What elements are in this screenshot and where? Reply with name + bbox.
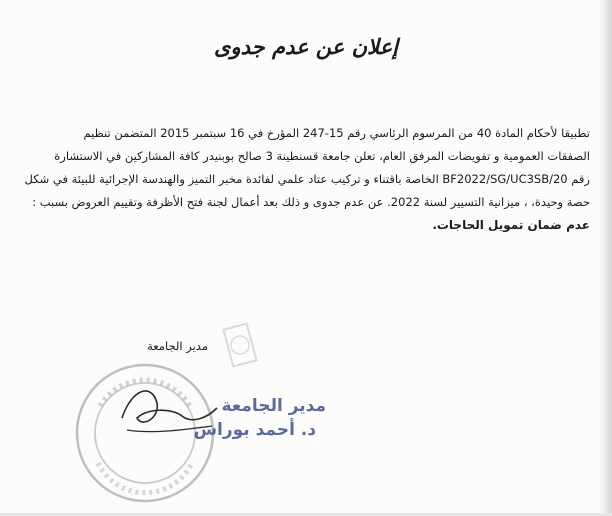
document-title: إعلان عن عدم جدوى	[214, 34, 398, 59]
page-edge-shadow	[598, 0, 612, 516]
paragraph-line: حصة وحيدة، ، ميزانية التسيير لسنة 2022. عن عدم جدوى و ذلك بعد أعمال لجنة فتح الأظرفة وتقييم العروض بسبب :	[32, 195, 590, 209]
director-stamp	[176, 392, 326, 452]
closing-line: عدم ضمان تمويل الحاجات.	[432, 218, 590, 232]
paragraph-line: الصفقات العمومية و تفويضات المرفق العام، تعلن جامعة قسنطينة 3 صالح بوبنيدر كافة المشاركين في الاستشارة	[54, 149, 590, 163]
announcement-body	[18, 122, 590, 237]
stamp-title: مدير الجامعة	[221, 396, 326, 416]
signature-title: مدير الجامعة	[147, 339, 208, 353]
paragraph-line: تطبيقا لأحكام المادة 40 من المرسوم الرئاسي رقم 15-247 المؤرخ في 16 سبتمبر 2015 المتضمن تنظيم	[83, 126, 590, 140]
paragraph-line: رقم BF2022/SG/UC3SB/20 الخاصة باقتناء و تركيب عتاد علمي لفائدة مخبر التميز والهندسة الإجرائية للبيئة في شكل	[24, 172, 590, 186]
stamp-name: د. أحمد بوراس	[193, 420, 316, 440]
